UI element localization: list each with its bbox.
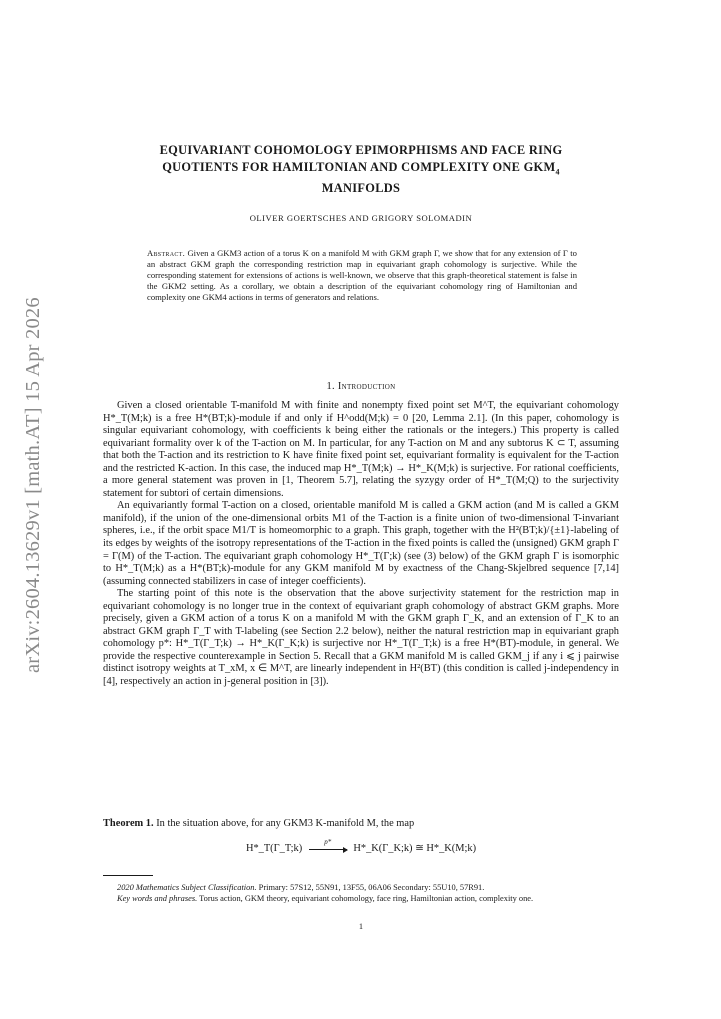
- keywords-footnote: [103, 893, 619, 904]
- title-line-3: MANIFOLDS: [321, 181, 401, 196]
- title-line-1: EQUIVARIANT COHOMOLOGY EPIMORPHISMS AND FACE RING: [159, 143, 563, 157]
- display-left: H*_T(Γ_T;k): [245, 843, 303, 854]
- paragraph-3: The starting point of this note is the observation that the above surjectivity statement for the restriction map in equivariant cohomology is no longer true in the context of equivariant graph cohomology of abstract GKM graphs. More precisely, given a GKM action of a torus K on a manifold M with the GKM graph Γ_K, and an extension of Γ_K to an abstract GKM graph Γ_T with T-labeling (see Section 2.2 below), neither the natural restriction map in equivariant graph cohomology p*: H*_T(Γ_T;k) → H*_K(Γ_K;k) is surjective nor H*_T(Γ_T;k) is a free H*(BT)-module, in general. We provide the respective counterexample in Section 5. Recall that a GKM manifold M is called GKM_j if any i ⩽ j pairwise distinct isotropy weights at T_xM, x ∈ M^T, are linearly independent in H²(BT) (this condition is called j-independency in [4], respectively an action in j-general position in [3]).: [103, 588, 619, 688]
- theorem-text: In the situation above, for any GKM3 K-manifold M, the map: [156, 818, 415, 829]
- arxiv-identifier-stamp: arXiv:2604.13629v1 [math.AT] 15 Apr 2026: [22, 297, 44, 673]
- authors: OLIVER GOERTSCHES AND GRIGORY SOLOMADIN: [249, 213, 473, 223]
- display-right: H*_K(Γ_K;k) ≅ H*_K(M;k): [353, 843, 477, 854]
- introduction-body: [103, 400, 619, 689]
- arrow-label: p*: [324, 838, 332, 847]
- abstract: [147, 248, 577, 303]
- msc-label: 2020 Mathematics Subject Classification.: [117, 883, 257, 892]
- keywords-label: Key words and phrases.: [117, 894, 198, 903]
- theorem-display-equation: [103, 838, 619, 854]
- section-title: Introduction: [337, 381, 396, 392]
- abstract-text: Given a GKM3 action of a torus K on a manifold M with GKM graph Γ, we show that for any extension of Γ to an abstract GKM graph the corresponding restriction map in equivariant graph cohomology is surjective. While the corresponding statement for extensions of actions is well-known, we observe that this graph-theoretical statement is false in the GKM2 setting. As a corollary, we obtain a description of the equivariant cohomology ring of Hamiltonian and complexity one GKM4 actions in terms of generators and relations.: [147, 248, 577, 302]
- theorem-1: [103, 818, 619, 831]
- paragraph-2: An equivariantly formal T-action on a closed, orientable manifold M is called a GKM action (and M is called a GKM manifold), if the union of the one-dimensional orbits M1 of the T-action is a finite union of two-dimensional T-invariant spheres, i.e., if the orbit space M1/T is homeomorphic to a graph. This graph, together with the H²(BT;k)/{±1}-labeling of its edges by weights of the isotropy representations of the T-action in the fixed points is called the (unsigned) GKM graph Γ = Γ(M) of the T-action. The equivariant graph cohomology H*_T(Γ;k) (see (3) below) of the GKM graph Γ is isomorphic to H*_T(M;k) as a H*(BT;k)-module for any GKM manifold M by exactness of the Chang-Skjelbred sequence [7,14] (assuming connected stabilizers in case of integer coefficients).: [103, 500, 619, 587]
- section-number: 1.: [326, 381, 335, 392]
- footnotes: [103, 882, 619, 904]
- title-line-2: QUOTIENTS FOR HAMILTONIAN AND COMPLEXITY ONE $GKM_4$: [162, 159, 560, 176]
- paper-title: [103, 142, 619, 197]
- arrow-icon: [309, 838, 347, 850]
- keywords-text: Torus action, GKM theory, equivariant cohomology, face ring, Hamiltonian action, complexity one.: [199, 894, 534, 903]
- page-number: 1: [358, 922, 364, 931]
- msc-footnote: [103, 882, 619, 893]
- section-heading: [103, 381, 619, 392]
- abstract-label: Abstract.: [147, 248, 186, 258]
- theorem-label: Theorem 1.: [103, 818, 154, 829]
- footnote-rule: [103, 875, 153, 876]
- paragraph-1: Given a closed orientable T-manifold M with finite and nonempty fixed point set M^T, the equivariant cohomology H*_T(M;k) is a free H*(BT;k)-module if and only if H^odd(M;k) = 0 [20, Lemma 2.1]. (In this paper, cohomology is singular equivariant cohomology, with coefficients k being either the rationals or the integers.) This property is called equivariant formality over k of the T-action on M. In particular, for any T-action on M and any subtorus K ⊂ T, assuming that both the T-action and its restriction to K have finite fixed point set, equivariant formality is equivalent for the T-action and the restricted K-action. In this case, the induced map H*_T(M;k) → H*_K(M;k) is surjective. For rational coefficients, a more general statement was proven in [1, Theorem 5.7], relating the syzygy order of H*_T(M;Q) to the surjectivity statement for subtori of certain dimensions.: [103, 400, 619, 499]
- msc-text: Primary: 57S12, 55N91, 13F55, 06A06 Secondary: 55U10, 57R91.: [258, 883, 485, 892]
